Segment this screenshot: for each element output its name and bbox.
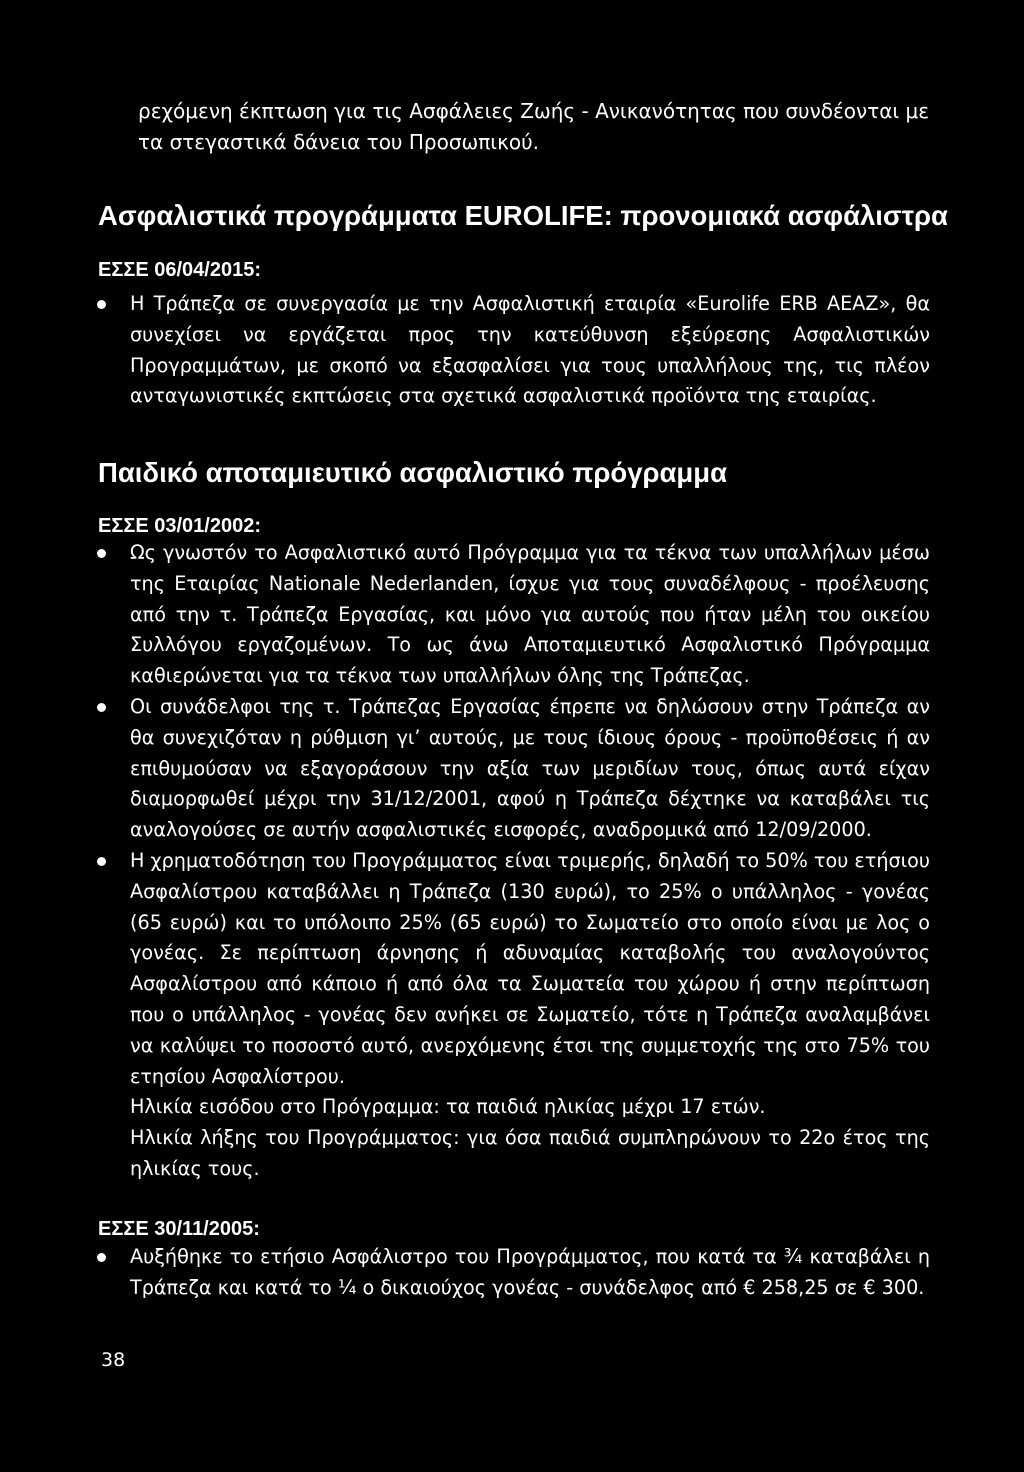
- bullet-paragraph: Ως γνωστόν το Ασφαλιστικό αυτό Πρόγραμμα για τα τέκνα των υπαλλήλων μέσω της Εταιρίας Nationale Nederlanden, ίσχυε για τους συναδέλφους - προέλευσης από την τ. Τράπεζα Εργασίας, και μόνο για αυτούς που ήταν μέλη του οικείου Συλλόγου εργαζομένων. Το ως άνω Αποταμιευτικό Ασφαλιστικό Πρόγραμμα καθιερώνεται για τα τέκνα των υπαλλήλων όλης της Τράπεζας.: [130, 541, 930, 688]
- date-label-2002: ΕΣΣΕ 03/01/2002:: [98, 515, 261, 537]
- list-item: [0, 538, 930, 692]
- bullet-paragraph: Η χρηματοδότηση του Προγράμματος είναι τριμερής, δηλαδή το 50% του ετήσιου Ασφαλίστρου καταβάλλει η Τράπεζα (130 ευρώ), το 25% ο υπάλληλος - γονέας (65 ευρώ) και το υπόλοιπο 25% (65 ευρώ) το Σωματείο στο οποίο είναι με λος ο γονέας. Σε περίπτωση άρνησης ή αδυναμίας καταβολής του αναλογούντος Ασφαλίστρου από κάποιο ή από όλα τα Σωματεία του χώρου ή στην περίπτωση που ο υπάλληλος - γονέας δεν ανήκει σε Σωματείο, τότε η Τράπεζα αναλαμβάνει να καλύψει το ποσοστό αυτό, ανερχόμενης έτσι της συμμετοχής της στο 75% του ετησίου Ασφαλίστρου.: [130, 848, 930, 1088]
- section-heading-child-savings: Παιδικό αποταμιευτικό ασφαλιστικό πρόγραμμα: [98, 457, 727, 488]
- page-number: 38: [101, 1349, 126, 1371]
- bullet-paragraph: Η Τράπεζα σε συνεργασία με την Ασφαλιστική εταιρία «Eurolife ERB ΑΕΑΖ», θα συνεχίσει να εργάζεται προς την κατεύθυνση εξεύρεσης Ασφαλιστικών Προγραμμάτων, με σκοπό να εξασφαλίσει για τους υπαλλήλους της, τις πλέον ανταγωνιστικές εκπτώσεις στα σχετικά ασφαλιστικά προϊόντα της εταιρίας.: [130, 292, 930, 408]
- list-item: [0, 289, 930, 412]
- intro-paragraph: ρεχόμενη έκπτωση για τις Ασφάλειες Ζωής - Ανικανότητας που συνδέονται με τα στεγαστικά δάνεια του Προσωπικού.: [138, 99, 930, 154]
- bullet-icon: [97, 857, 106, 866]
- bullet-icon: [97, 1253, 106, 1262]
- bullet-list-eurolife: [0, 289, 930, 412]
- bullet-paragraph: Αυξήθηκε το ετήσιο Ασφάλιστρο του Προγράμματος, που κατά τα ¾ καταβάλει η Τράπεζα και κατά το ¼ ο δικαιούχος γονέας - συνάδελφος από € 258,25 σε € 300.: [130, 1245, 930, 1299]
- bullet-list-child-savings: [0, 538, 930, 1185]
- bullet-list-2005: [0, 1242, 930, 1304]
- list-item: [0, 1242, 930, 1304]
- list-item: [0, 692, 930, 846]
- bullet-icon: [97, 300, 106, 309]
- list-item: [0, 846, 930, 1185]
- bullet-icon: [97, 703, 106, 712]
- bullet-paragraph-age-entry: Ηλικία εισόδου στο Πρόγραμμα: τα παιδιά ηλικίας μέχρι 17 ετών.: [130, 1095, 766, 1119]
- date-label-2005: ΕΣΣΕ 30/11/2005:: [98, 1218, 260, 1240]
- bullet-paragraph-age-exit: Ηλικία λήξης του Προγράμματος: για όσα παιδιά συμπληρώνουν το 22ο έτος της ηλικίας τους.: [130, 1126, 930, 1180]
- bullet-icon: [97, 549, 106, 558]
- section-heading-eurolife: Ασφαλιστικά προγράμματα EUROLIFE: προνομιακά ασφάλιστρα: [98, 200, 948, 231]
- bullet-paragraph: Οι συνάδελφοι της τ. Τράπεζας Εργασίας έπρεπε να δηλώσουν στην Τράπεζα αν θα συνεχιζόταν η ρύθμιση γι’ αυτούς, με τους ίδιους όρους - προϋποθέσεις ή αν επιθυμούσαν να εξαγοράσουν την αξία των μεριδίων τους, όπως αυτά είχαν διαμορφωθεί μέχρι την 31/12/2001, αφού η Τράπεζα δέχτηκε να καταβάλει τις αναλογούσες σε αυτήν ασφαλιστικές εισφορές, αναδρομικά από 12/09/2000.: [130, 694, 930, 842]
- date-label-2015: ΕΣΣΕ 06/04/2015:: [98, 259, 261, 281]
